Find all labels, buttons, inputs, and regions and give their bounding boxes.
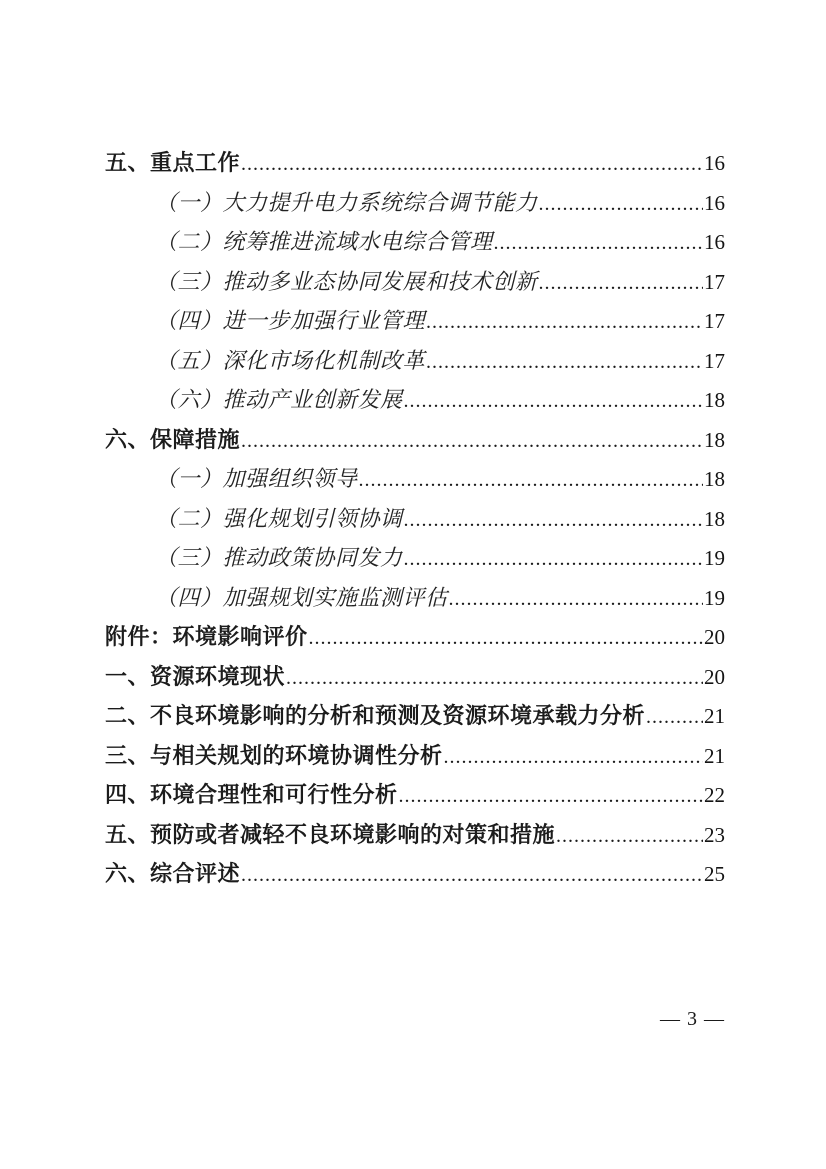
toc-entry-page: 17 — [704, 309, 725, 333]
toc-entry-label: （二）强化规划引领协调 — [155, 505, 403, 531]
toc-entry[interactable] — [105, 775, 725, 815]
toc-entry[interactable] — [105, 538, 725, 578]
dot-leader — [404, 501, 703, 541]
dot-leader — [426, 303, 703, 343]
toc-entry[interactable] — [105, 617, 725, 657]
toc-entry-label: 三、与相关规划的环境协调性分析 — [105, 742, 443, 768]
toc-entry-label: 二、不良环境影响的分析和预测及资源环境承载力分析 — [105, 703, 646, 728]
toc-entry-page: 17 — [704, 348, 725, 373]
toc-entry-label: （四）加强规划实施监测评估 — [155, 584, 448, 610]
toc-entry-page: 19 — [704, 546, 725, 570]
toc-entry-label: 五、预防或者减轻不良环境影响的对策和措施 — [105, 821, 556, 847]
toc-entry-label: 四、环境合理性和可行性分析 — [105, 782, 398, 807]
dot-leader — [241, 145, 703, 185]
dot-leader — [444, 738, 703, 778]
toc-entry[interactable] — [105, 341, 725, 381]
toc-entry[interactable] — [105, 696, 725, 736]
toc-entry-page: 22 — [704, 783, 725, 807]
toc-entry-label: （三）推动多业态协同发展和技术创新 — [155, 268, 538, 294]
toc-entry-label: 五、重点工作 — [105, 150, 241, 175]
toc-entry[interactable] — [105, 420, 725, 460]
toc-entry-page: 25 — [704, 862, 725, 886]
toc-entry[interactable] — [105, 301, 725, 341]
toc-entry[interactable] — [105, 262, 725, 302]
dot-leader — [309, 619, 703, 659]
toc-entry-page: 17 — [704, 269, 725, 294]
toc-entry-page: 18 — [704, 388, 725, 412]
toc-entry-page: 18 — [704, 467, 725, 491]
toc-entry-label: （一）加强组织领导 — [155, 466, 358, 491]
toc-entry-page: 18 — [704, 427, 725, 452]
toc-entry-label: （四）进一步加强行业管理 — [155, 308, 426, 333]
toc-entry-label: 一、资源环境现状 — [105, 663, 286, 689]
toc-entry-page: 20 — [704, 625, 725, 649]
toc-entry[interactable] — [105, 736, 725, 776]
dot-leader — [359, 461, 703, 501]
toc-entry-label: （三）推动政策协同发力 — [155, 545, 403, 570]
toc-entry[interactable] — [105, 459, 725, 499]
toc-entry[interactable] — [105, 657, 725, 697]
toc-entry-label: （二）统筹推进流域水电综合管理 — [155, 229, 493, 254]
dot-leader — [449, 580, 703, 620]
toc-entry-page: 16 — [704, 230, 725, 254]
toc-entry[interactable] — [105, 183, 725, 223]
toc-entry-page: 23 — [704, 822, 725, 847]
toc-entry-page: 19 — [704, 585, 725, 610]
toc-entry-page: 20 — [704, 664, 725, 689]
toc-entry[interactable] — [105, 380, 725, 420]
toc-entry-page: 16 — [704, 151, 725, 175]
toc-entry[interactable] — [105, 578, 725, 618]
dot-leader — [286, 659, 703, 699]
dot-leader — [404, 540, 703, 580]
dot-leader — [646, 698, 703, 738]
toc-entry-label: （五）深化市场化机制改革 — [155, 347, 426, 373]
toc-entry[interactable] — [105, 143, 725, 183]
page-footer — [660, 1008, 725, 1031]
toc-entry[interactable] — [105, 815, 725, 855]
dot-leader — [539, 264, 703, 304]
dot-leader — [556, 817, 703, 857]
dot-leader — [426, 343, 703, 383]
table-of-contents — [105, 143, 725, 894]
dot-leader — [404, 382, 703, 422]
page-number: — 3 — — [660, 1008, 725, 1030]
toc-entry-page: 18 — [704, 506, 725, 531]
dot-leader — [494, 224, 703, 264]
toc-entry[interactable] — [105, 222, 725, 262]
toc-entry[interactable] — [105, 499, 725, 539]
dot-leader — [241, 856, 703, 896]
dot-leader — [241, 422, 703, 462]
toc-entry-label: 六、保障措施 — [105, 426, 241, 452]
toc-entry-label: （六）推动产业创新发展 — [155, 387, 403, 412]
toc-entry-page: 21 — [704, 743, 725, 768]
toc-entry-label: （一）大力提升电力系统综合调节能力 — [155, 189, 538, 215]
toc-entry-page: 16 — [704, 190, 725, 215]
toc-entry-page: 21 — [704, 704, 725, 728]
dot-leader — [539, 185, 703, 225]
toc-entry-label: 六、综合评述 — [105, 861, 241, 886]
toc-entry[interactable] — [105, 854, 725, 894]
toc-entry-label: 附件：环境影响评价 — [105, 624, 308, 649]
dot-leader — [399, 777, 703, 817]
